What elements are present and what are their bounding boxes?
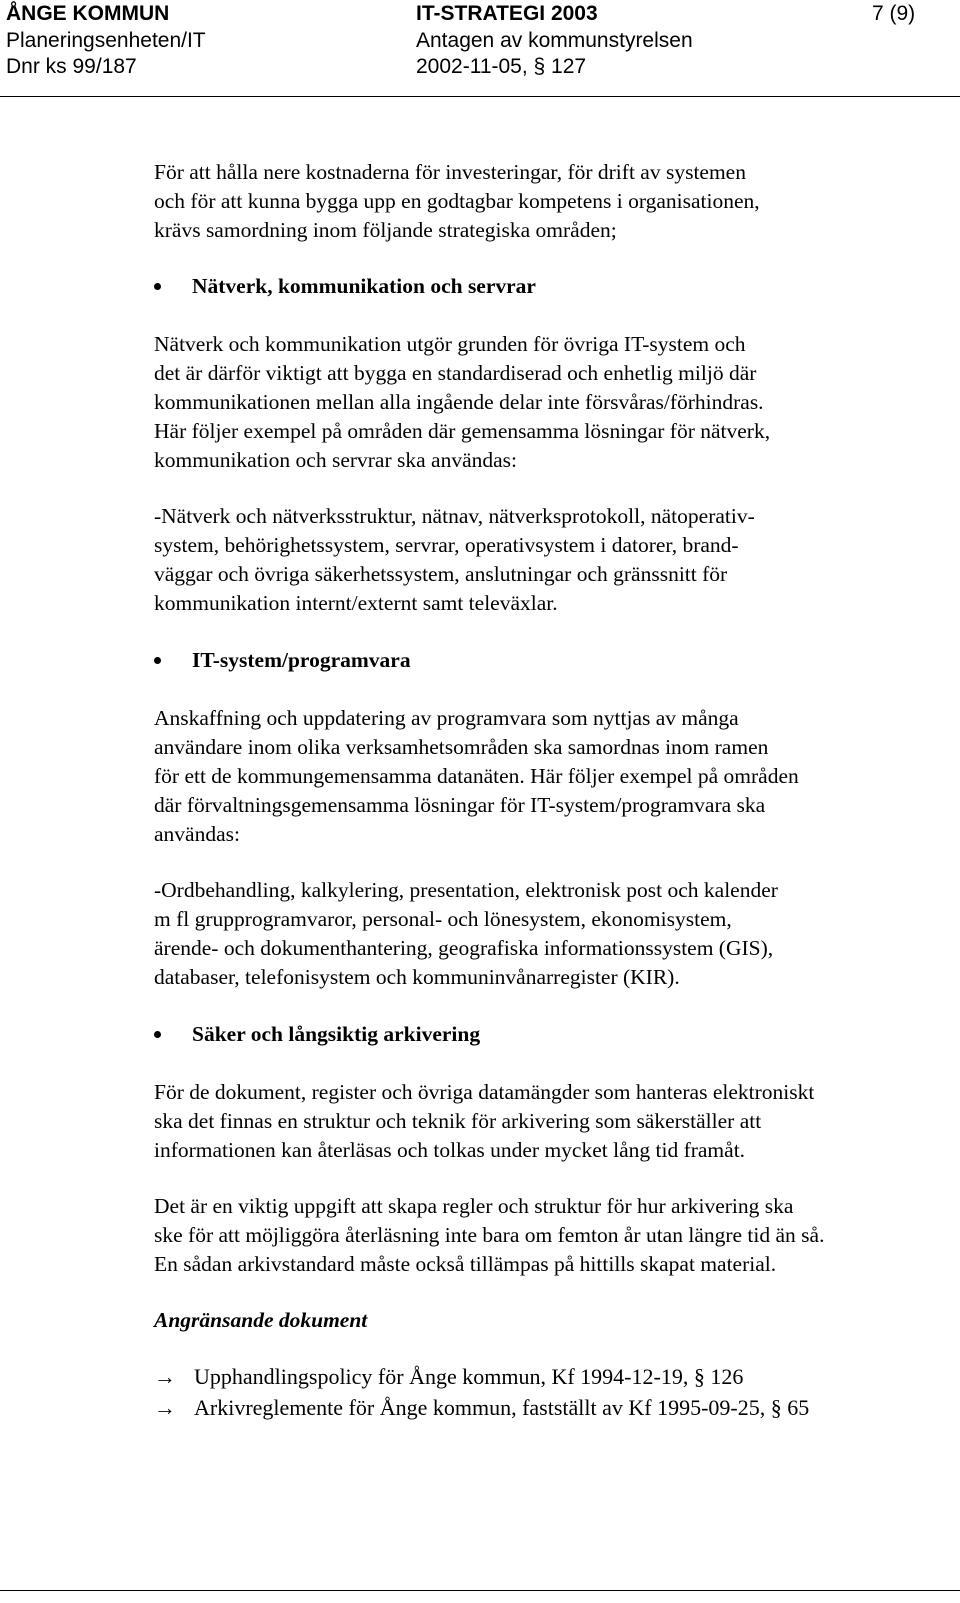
adopted-by: Antagen av kommunstyrelsen (416, 29, 693, 52)
arrow-right-icon: → (154, 1364, 176, 1389)
section-paragraph (154, 502, 944, 618)
text-line: för ett de kommungemensamma datanäten. Här följer exempel på områden (154, 764, 799, 788)
intro-paragraph (154, 158, 944, 245)
org-name: ÅNGE KOMMUN (6, 2, 170, 25)
text-line: En sådan arkivstandard måste också tillämpas på hittills skapat material. (154, 1252, 777, 1276)
footer-rule (0, 1590, 960, 1591)
registration-number: Dnr ks 99/187 (6, 55, 137, 78)
section-paragraph (154, 1192, 944, 1279)
related-documents-heading: Angränsande dokument (154, 1308, 368, 1332)
bullet-icon (154, 283, 161, 290)
text-line: det är därför viktigt att bygga en standardiserad och enhetlig miljö där (154, 361, 757, 385)
section-paragraph (154, 330, 944, 475)
text-line: m fl grupprogramvaror, personal- och lönesystem, ekonomisystem, (154, 907, 732, 931)
page-header (0, 0, 960, 100)
text-line: system, behörighetssystem, servrar, operativsystem i datorer, brand- (154, 533, 739, 557)
document-title: IT-STRATEGI 2003 (416, 2, 598, 25)
text-line: ske för att möjliggöra återläsning inte bara om femton år utan längre tid än så. (154, 1223, 825, 1247)
arrow-right-icon: → (154, 1395, 176, 1420)
text-line: Det är en viktig uppgift att skapa regler och struktur för hur arkivering ska (154, 1194, 794, 1218)
related-document-item (154, 1362, 743, 1392)
bullet-icon (154, 1031, 161, 1038)
section-paragraph (154, 1078, 944, 1165)
text-line: där förvaltningsgemensamma lösningar för IT-system/programvara ska (154, 793, 766, 817)
text-line: -Nätverk och nätverksstruktur, nätnav, nätverksprotokoll, nätoperativ- (154, 504, 755, 528)
text-line: För de dokument, register och övriga datamängder som hanteras elektroniskt (154, 1080, 815, 1104)
text-line: ska det finnas en struktur och teknik för arkivering som säkerställer att (154, 1109, 762, 1133)
section-paragraph (154, 704, 944, 849)
text-line: användas: (154, 822, 240, 846)
related-document-text: Upphandlingspolicy för Ånge kommun, Kf 1994-12-19, § 126 (194, 1364, 744, 1389)
related-document-item (154, 1393, 809, 1423)
text-line: väggar och övriga säkerhetssystem, anslutningar och gränssnitt för (154, 562, 728, 586)
text-line: krävs samordning inom följande strategiska områden; (154, 218, 617, 242)
text-line: För att hålla nere kostnaderna för investeringar, för drift av systemen (154, 160, 746, 184)
text-line: Anskaffning och uppdatering av programvara som nyttjas av många (154, 706, 739, 730)
text-line: databaser, telefonisystem och kommuninvånarregister (KIR). (154, 965, 680, 989)
text-line: och för att kunna bygga upp en godtagbar kompetens i organisationen, (154, 189, 760, 213)
unit-name: Planeringsenheten/IT (6, 29, 206, 52)
adoption-date: 2002-11-05, § 127 (416, 55, 587, 78)
text-line: användare inom olika verksamhetsområden ska samordnas inom ramen (154, 735, 769, 759)
text-line: -Ordbehandling, kalkylering, presentation, elektronisk post och kalender (154, 878, 778, 902)
page-number: 7 (9) (872, 2, 916, 25)
section-paragraph (154, 876, 944, 992)
text-line: Här följer exempel på områden där gemensamma lösningar för nätverk, (154, 419, 771, 443)
bullet-icon (154, 657, 161, 664)
header-rule (0, 96, 960, 97)
related-document-text: Arkivreglemente för Ånge kommun, fastställt av Kf 1995-09-25, § 65 (194, 1395, 810, 1420)
text-line: kommunikation internt/externt samt televäxlar. (154, 591, 558, 615)
text-line: informationen kan återläsas och tolkas under mycket lång tid framåt. (154, 1138, 746, 1162)
text-line: ärende- och dokumenthantering, geografiska informationssystem (GIS), (154, 936, 774, 960)
text-line: Nätverk och kommunikation utgör grunden för övriga IT-system och (154, 332, 746, 356)
text-line: kommunikation och servrar ska användas: (154, 448, 518, 472)
text-line: kommunikationen mellan alla ingående delar inte försvåras/förhindras. (154, 390, 764, 414)
